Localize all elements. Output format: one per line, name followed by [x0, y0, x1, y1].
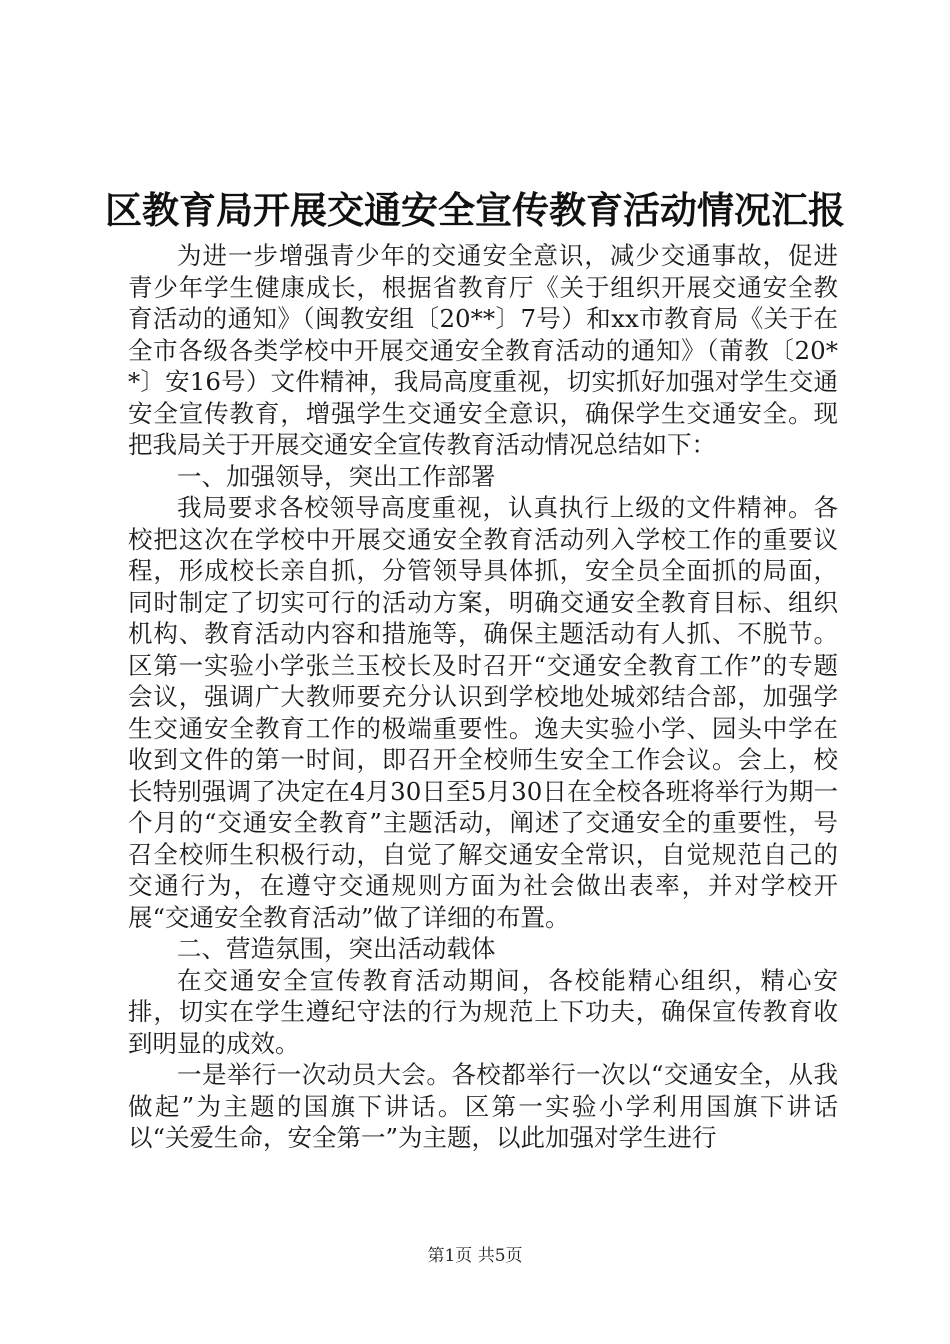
section-2-paragraph: 在交通安全宣传教育活动期间，各校能精心组织，精心安排，切实在学生遵纪守法的行为规范上下功夫，确保宣传教育收到明显的成效。: [128, 965, 838, 1058]
section-2-item-1-paragraph: 一是举行一次动员大会。各校都举行一次以“交通安全，从我做起”为主题的国旗下讲话。区第一实验小学利用国旗下讲话以“关爱生命，安全第一”为主题，以此加强对学生进行: [128, 1060, 838, 1152]
section-1-paragraph: 我局要求各校领导高度重视，认真执行上级的文件精神。各校把这次在学校中开展交通安全教育活动列入学校工作的重要议程，形成校长亲自抓，分管领导具体抓，安全员全面抓的局面，同时制定了切实可行的活动方案，明确交通安全教育目标、组织机构、教育活动内容和措施等，确保主题活动有人抓、不脱节。区第一实验小学张兰玉校长及时召开“交通安全教育工作”的专题会议，强调广大教师要充分认识到学校地处城郊结合部，加强学生交通安全教育工作的极端重要性。逸夫实验小学、园头中学在收到文件的第一时间，即召开全校师生安全工作会议。会上，校长特别强调了决定在4月30日至5月30日在全校各班将举行为期一个月的“交通安全教育”主题活动，阐述了交通安全的重要性，号召全校师生积极行动，自觉了解交通安全常识，自觉规范自己的交通行为，在遵守交通规则方面为社会做出表率，并对学校开展“交通安全教育活动”做了详细的布置。: [128, 493, 838, 932]
section-heading-2: 二、营造氛围，突出活动载体: [177, 934, 496, 963]
document-body: [128, 240, 838, 1154]
document-title: 区教育局开展交通安全宣传教育活动情况汇报: [105, 188, 845, 232]
intro-paragraph: 为进一步增强青少年的交通安全意识，减少交通事故，促进青少年学生健康成长，根据省教育厅《关于组织开展交通安全教育活动的通知》（闽教安组〔20**〕7号）和xx市教育局《关于在全市各级各类学校中开展交通安全教育活动的通知》（莆教〔20**〕安16号）文件精神，我局高度重视，切实抓好加强对学生交通安全宣传教育，增强学生交通安全意识，确保学生交通安全。现把我局关于开展交通安全宣传教育活动情况总结如下：: [128, 241, 838, 459]
page-footer: 第1页 共5页: [427, 1246, 523, 1266]
section-heading-1: 一、加强领导，突出工作部署: [177, 461, 496, 491]
